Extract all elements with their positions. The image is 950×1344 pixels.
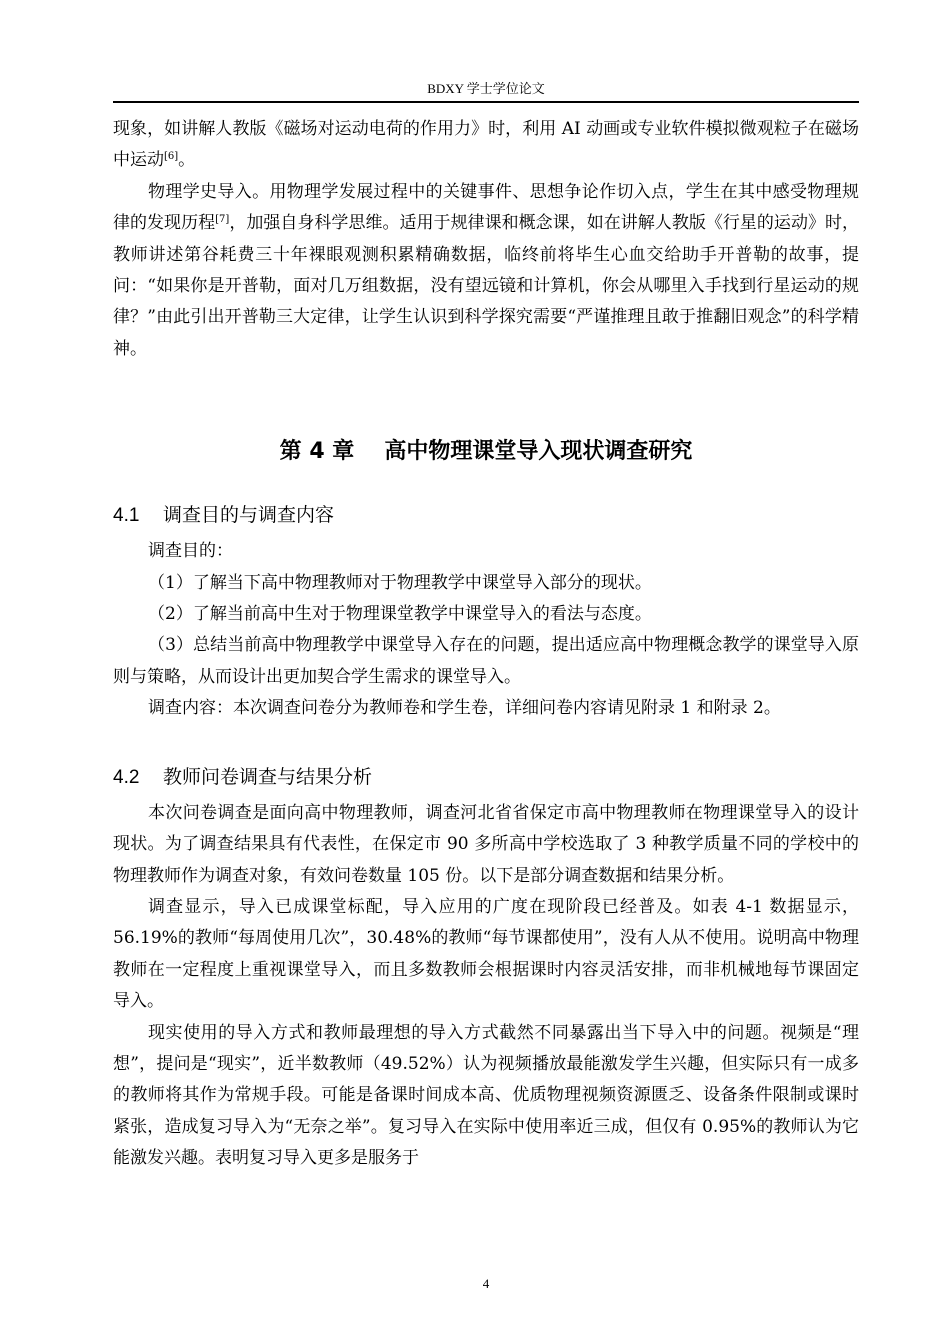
section-heading-4-1 — [113, 501, 859, 530]
page-number: 4 — [482, 1276, 490, 1291]
citation-6: [6] — [164, 151, 179, 163]
section-number: 4.1 — [113, 505, 140, 527]
section-title: 调查目的与调查内容 — [163, 504, 335, 527]
chapter-heading — [113, 437, 859, 467]
section-title: 教师问卷调查与结果分析 — [163, 765, 373, 788]
chapter-title: 高中物理课堂导入现状调查研究 — [384, 439, 693, 465]
page-body — [113, 114, 859, 1175]
citation-7: [7] — [215, 214, 230, 226]
paragraph: （3）总结当前高中物理教学中课堂导入存在的问题，提出适应高中物理概念教学的课堂导入原则与策略，从而设计出更加契合学生需求的课堂导入。 — [113, 635, 859, 687]
paragraph: 调查内容：本次调查问卷分为教师卷和学生卷，详细问卷内容请见附录 1 和附录 2。 — [148, 698, 781, 719]
header-rule — [113, 101, 859, 103]
paragraph: （2）了解当前高中生对于物理课堂教学中课堂导入的看法与态度。 — [148, 604, 652, 625]
paragraph: 调查目的： — [148, 541, 233, 562]
paragraph: （1）了解当下高中物理教师对于物理教学中课堂导入部分的现状。 — [148, 572, 652, 593]
paragraph-top-1: 现象，如讲解人教版《磁场对运动电荷的作用力》时，利用 AI 动画或专业软件模拟微观粒子在磁场中运动[6]。 — [113, 119, 859, 171]
paragraph: 现实使用的导入方式和教师最理想的导入方式截然不同暴露出当下导入中的问题。视频是“理想”，提问是“现实”，近半数教师（49.52%）认为视频播放最能激发学生兴趣，但实际只有一成多的教师将其作为常规手段。可能是备课时间成本高、优质物理视频资源匮乏、设备条件限制或课时紧张，造成复习导入为“无奈之举”。复习导入在实际中使用率近三成，但仅有 0.95%的教师认为它能激发兴趣。表明复习导入更多是服务于 — [113, 1022, 859, 1169]
paragraph: 本次问卷调查是面向高中物理教师，调查河北省省保定市高中物理教师在物理课堂导入的设计现状。为了调查结果具有代表性，在保定市 90 多所高中学校选取了 3 种教学质量不同的学校中的物理教师作为调查对象，有效问卷数量 105 份。以下是部分调查数据和结果分析。 — [113, 802, 859, 886]
paragraph: 调查显示，导入已成课堂标配，导入应用的广度在现阶段已经普及。如表 4-1 数据显示，56.19%的教师“每周使用几次”，30.48%的教师“每节课都使用”，没有人从不使用。说明高中物理教师在一定程度上重视课堂导入，而且多数教师会根据课时内容灵活安排，而非机械地每节课固定导入。 — [113, 896, 859, 1012]
chapter-number: 第 4 章 — [279, 439, 355, 465]
section-heading-4-2 — [113, 763, 859, 792]
paragraph-top-2: 物理学史导入。用物理学发展过程中的关键事件、思想争论作切入点，学生在其中感受物理规律的发现历程[7]，加强自身科学思维。适用于规律课和概念课，如在讲解人教版《行星的运动》时，教师讲述第谷耗费三十年裸眼观测积累精确数据，临终前将毕生心血交给助手开普勒的故事，提问：“如果你是开普勒，面对几万组数据，没有望远镜和计算机，你会从哪里入手找到行星运动的规律？”由此引出开普勒三大定律，让学生认识到科学探究需要“严谨推理且敢于推翻旧观念”的科学精神。 — [113, 181, 860, 359]
section-number: 4.2 — [113, 766, 140, 788]
running-header: BDXY 学士学位论文 — [427, 81, 545, 96]
